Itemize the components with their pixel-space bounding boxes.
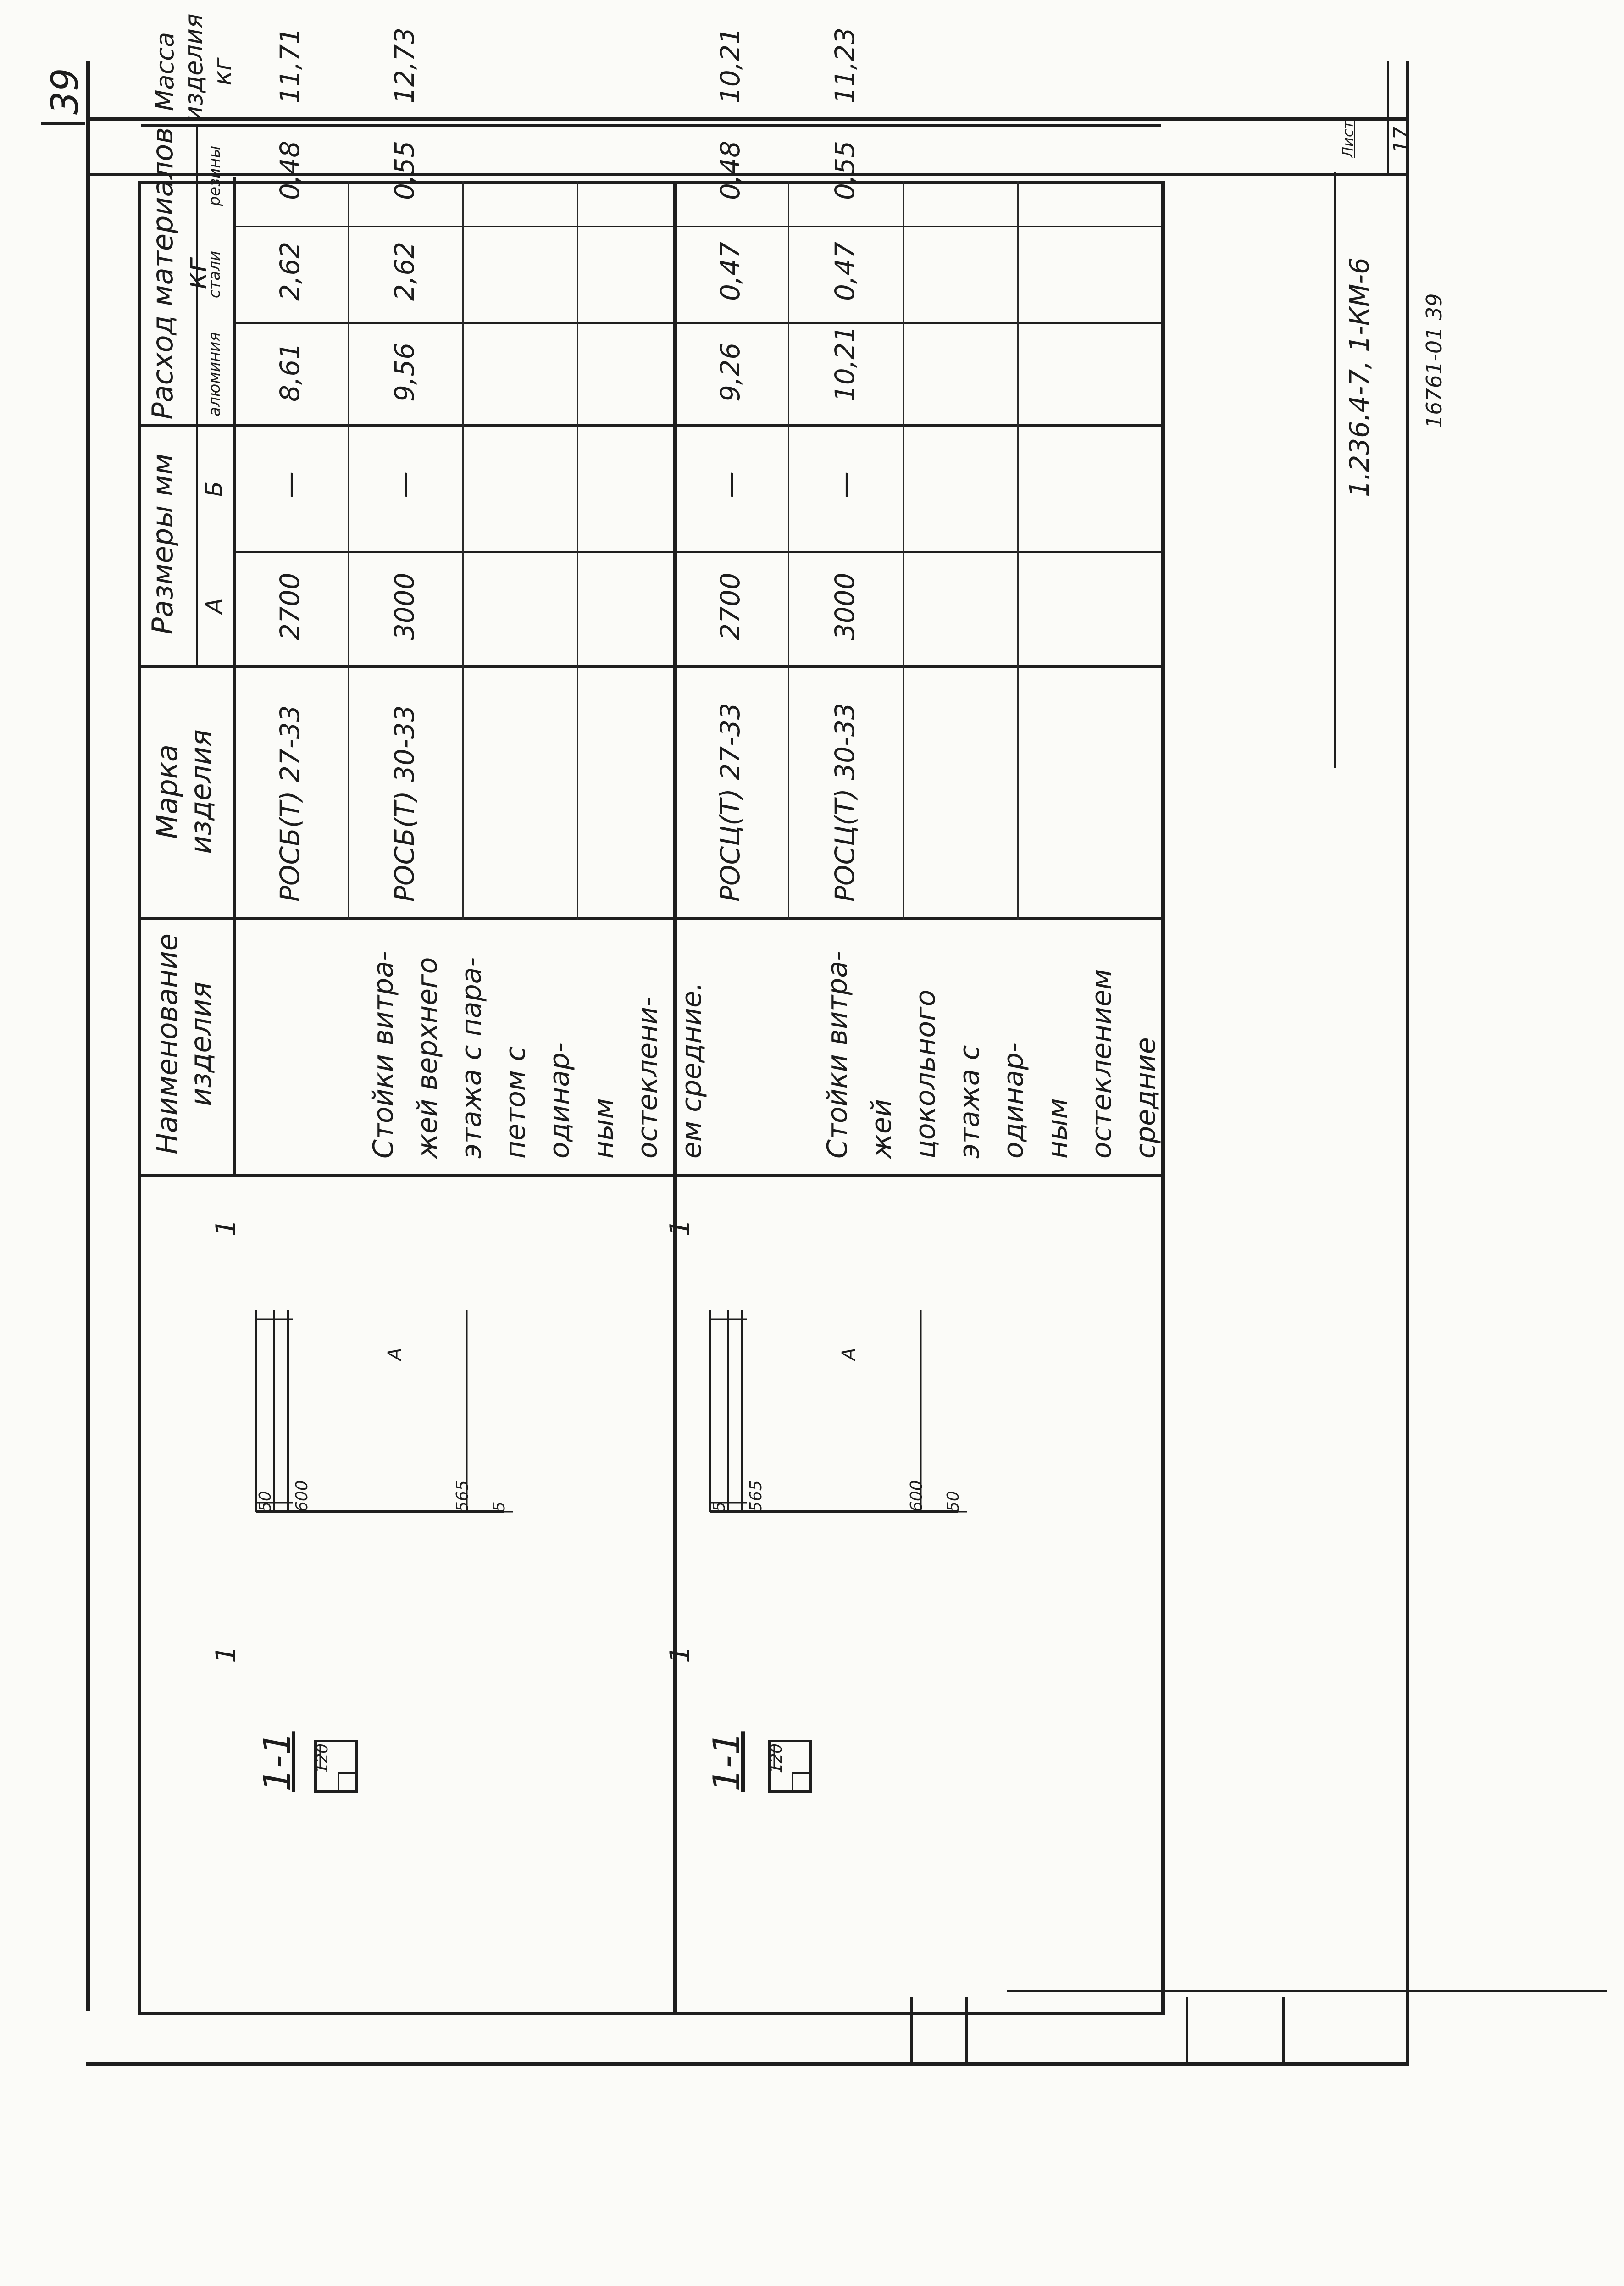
dim-label: 600	[293, 1480, 311, 1512]
table-cell-mark: РОСЦ(Т) 30-33	[829, 703, 860, 902]
name-line: этажа с одинар-	[953, 1043, 1030, 1159]
table-cell-b: —	[274, 472, 305, 498]
table-cell-mark: РОСБ(Т) 27-33	[274, 705, 305, 902]
col-line-sketch	[141, 1174, 1161, 1177]
frame-left	[86, 2062, 1409, 2066]
header-sizes: Размеры мм	[146, 453, 179, 635]
title-block-sep	[1387, 61, 1389, 176]
name-line: Стойки витра-	[821, 951, 854, 1159]
header-name: Наименование изделия	[150, 933, 217, 1154]
dim-label: 565	[747, 1480, 765, 1512]
dim-label: 5	[490, 1501, 509, 1512]
name-line: этажа с пара-	[455, 957, 488, 1159]
frame-tick	[1186, 1997, 1188, 2066]
table-cell-aluminium: 9,56	[389, 342, 420, 402]
col-line-st	[233, 226, 1161, 227]
header-mark: Марка изделия	[150, 729, 217, 854]
table-cell-mark: РОСБ(Т) 30-33	[389, 705, 420, 902]
name-line: ным остеклени-	[588, 997, 664, 1159]
title-block-top	[1334, 172, 1336, 768]
group-1-name	[361, 929, 714, 1159]
header-mass: Масса изделия кг	[150, 13, 237, 122]
name-line: жей верхнего	[411, 957, 443, 1159]
dim-label: 50	[256, 1491, 275, 1512]
col-line-mark	[141, 665, 1161, 668]
frame-inner-right	[86, 173, 1334, 176]
table-cell-mass: 11,71	[274, 27, 305, 104]
sheet-number: 17	[1389, 126, 1413, 153]
table-cell-mass: 11,23	[829, 27, 860, 104]
name-line: ным остеклением	[1042, 969, 1118, 1159]
table-cell-rubber: 0,48	[274, 140, 305, 200]
header-bottom	[233, 177, 236, 1177]
table-cell-steel: 2,62	[274, 241, 305, 301]
row-line	[462, 181, 464, 920]
row-line	[903, 181, 904, 920]
table-cell-aluminium: 9,26	[715, 342, 746, 402]
specification-table	[138, 13, 1165, 2015]
table-cell-rubber: 0,55	[389, 140, 420, 200]
dim-label: 5	[710, 1501, 729, 1512]
name-line: средние	[1130, 1037, 1162, 1159]
table-cell-mass: 10,21	[715, 27, 746, 104]
header-size-a: А	[201, 598, 227, 614]
table-cell-steel: 2,62	[389, 241, 420, 301]
table-cell-b: —	[829, 472, 860, 498]
cut-label: 1	[210, 1219, 242, 1237]
frame-right	[86, 117, 1409, 121]
table-cell-aluminium: 8,61	[274, 342, 305, 402]
table-cell-rubber: 0,48	[715, 140, 746, 200]
header-steel: стали	[205, 250, 224, 299]
dim-label: А	[384, 1348, 405, 1360]
cut-label: 1	[664, 1219, 696, 1237]
table-cell-mass: 12,73	[389, 27, 420, 104]
table-cell-steel: 0,47	[829, 241, 860, 301]
name-line: жей цокольного	[865, 989, 942, 1159]
col-line-rb	[141, 124, 1161, 127]
profile-height-label: 120	[313, 1743, 332, 1773]
doc-code: 1.236.4-7, 1-КМ-6	[1344, 257, 1375, 497]
table-cell-steel: 0,47	[715, 241, 746, 301]
dim-label: 600	[907, 1480, 926, 1512]
col-line-sizes	[141, 424, 1161, 427]
page-number: 39	[44, 68, 86, 115]
cut-label: 1	[664, 1645, 696, 1663]
name-line: Стойки витра-	[367, 951, 399, 1159]
frame-top	[86, 61, 90, 2011]
section-label: 1-1	[705, 1731, 748, 1792]
table-cell-a: 3000	[829, 572, 860, 640]
header-materials: Расход материалов кг	[146, 127, 213, 420]
table-cell-b: —	[715, 472, 746, 498]
table-cell-a: 2700	[715, 572, 746, 640]
frame-tick	[1282, 1997, 1285, 2066]
header-aluminium: алюминия	[205, 332, 224, 416]
dim-label: 50	[944, 1491, 963, 1512]
title-block-divider	[1334, 173, 1409, 176]
table-cell-mark: РОСЦ(Т) 27-33	[715, 703, 746, 902]
table-cell-a: 2700	[274, 572, 305, 640]
inventory-number: 16761-01 39	[1422, 293, 1447, 428]
sheet-label: Лист	[1339, 120, 1357, 158]
group-2-name	[815, 929, 1168, 1159]
frame-bottom	[1406, 61, 1409, 2066]
dim-label: 565	[453, 1480, 472, 1512]
row-line	[348, 181, 349, 920]
row-line	[577, 181, 578, 920]
col-line-al	[233, 322, 1161, 324]
table-cell-b: —	[389, 472, 420, 498]
cut-label: 1	[210, 1645, 242, 1663]
col-line-size-split	[233, 551, 1161, 553]
row-line	[1017, 181, 1019, 920]
table-cell-aluminium: 10,21	[829, 325, 860, 402]
col-line-name	[141, 917, 1161, 920]
table-cell-a: 3000	[389, 572, 420, 640]
profile-height-label: 120	[767, 1743, 786, 1773]
table-cell-rubber: 0,55	[829, 140, 860, 200]
header-rubber: резины	[205, 145, 224, 206]
name-line: ем средние.	[676, 982, 708, 1159]
name-line: петом с одинар-	[499, 1043, 576, 1159]
elevation-drawing	[238, 1273, 522, 1530]
section-label: 1-1	[256, 1731, 299, 1792]
row-line	[788, 181, 789, 920]
elevation-drawing	[692, 1273, 976, 1530]
dim-label: А	[838, 1348, 859, 1360]
header-size-b: Б	[201, 481, 227, 497]
